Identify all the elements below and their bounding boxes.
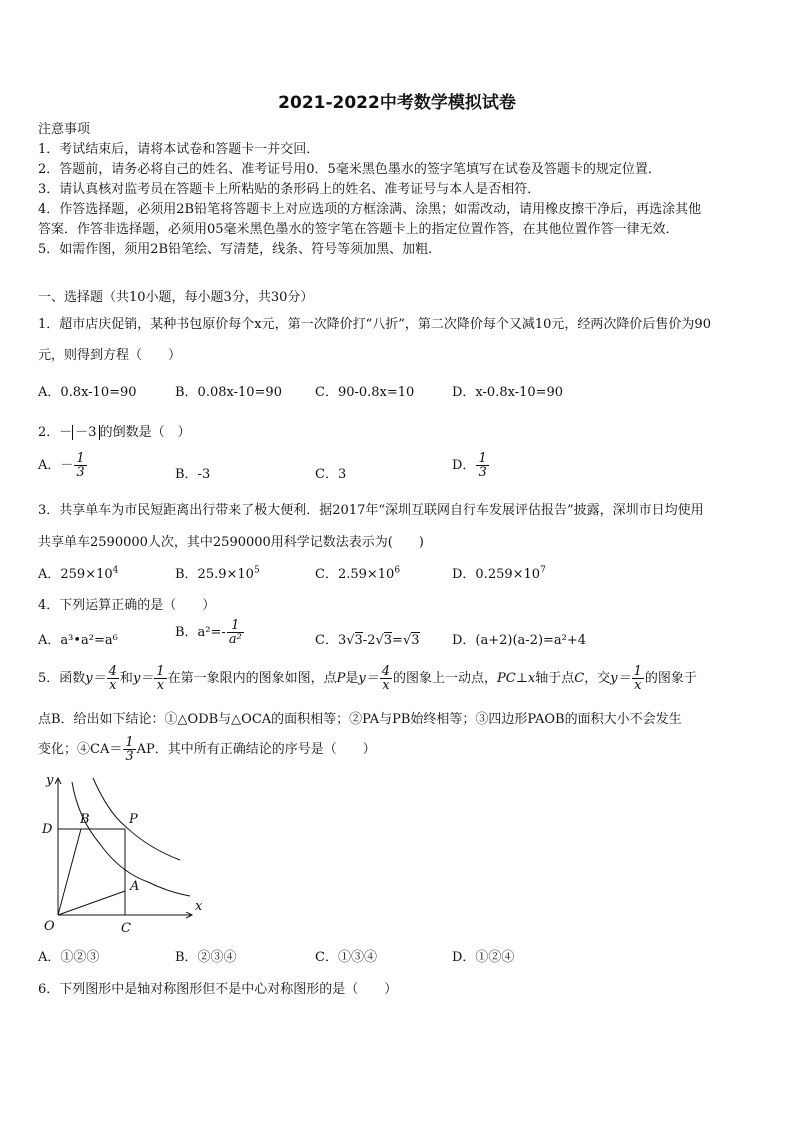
q2-option-a-label: A．－: [38, 458, 74, 473]
q4-option-c-coefficient: C．3: [315, 633, 347, 648]
fraction-denominator: a²: [228, 632, 242, 647]
q1-option-d[interactable]: D．x-0.8x-10=90: [452, 385, 564, 400]
label-d: D: [42, 822, 53, 837]
q4-option-a[interactable]: A．a³•a²=a⁶: [38, 633, 118, 648]
fraction: [107, 665, 119, 692]
q1-stem-line1: 1．超市店庆促销，某种书包原价每个x元，第一次降价打“八折”，第二次降价每个又减10元，经两次降价后售价为90: [38, 317, 711, 332]
fraction-denominator: 3: [76, 465, 85, 480]
note-item: 4．作答选择题，必须用2B铅笔将答题卡上对应选项的方框涂满、涂黑；如需改动，请用橡皮擦干净后，再选涂其他: [38, 202, 702, 217]
q5-stem-line1: [38, 665, 697, 692]
q3-option-d-base: D．0.259×10: [452, 567, 541, 582]
q3-stem-line1: 3．共享单车为市民短距离出行带来了极大便利．据2017年“深圳互联网自行车发展评估报告”披露，深圳市日均使用: [38, 503, 704, 518]
fraction: [632, 665, 644, 692]
text: 轴于点: [535, 671, 575, 686]
text: 在第一象限内的图象如图，点: [167, 671, 337, 686]
note-item: 答案．作答非选择题，必须用05毫米黑色墨水的签字笔在答题卡上的指定位置作答，在其他位置作答一律无效．: [38, 222, 679, 237]
q5-option-b[interactable]: B．②③④: [175, 950, 237, 965]
q2-suffix: 的倒数是（ ）: [99, 425, 191, 440]
sqrt-symbol: √: [375, 633, 384, 648]
q2-stem: [38, 421, 191, 440]
q2-abs-value: －3: [72, 425, 99, 440]
q3-option-c-base: C．2.59×10: [315, 567, 395, 582]
section-heading: 一、选择题（共10小题，每小题3分，共30分）: [38, 290, 314, 305]
math-var: y＝: [132, 671, 154, 686]
q2-option-d-fraction: [476, 452, 488, 479]
q3-option-c[interactable]: [315, 563, 400, 582]
q2-option-c[interactable]: C．3: [315, 467, 347, 482]
fraction-denominator: x: [156, 678, 165, 693]
q3-option-b-base: B．25.9×10: [175, 567, 254, 582]
q5-option-d[interactable]: D．①②④: [452, 950, 515, 965]
note-item: 3．请认真核对监考员在答题卡上所粘贴的条形码上的姓名、准考证号与本人是否相符．: [38, 182, 541, 197]
note-item: 1．考试结束后，请将本试卷和答题卡一并交回．: [38, 142, 320, 157]
q3-option-a[interactable]: [38, 563, 118, 582]
q2-option-d-label: D．: [452, 458, 476, 473]
q1-option-a[interactable]: A．0.8x-10=90: [38, 385, 137, 400]
radicand: 3: [354, 633, 363, 648]
label-b: B: [80, 812, 90, 827]
math-var: y＝: [85, 671, 106, 686]
label-a: A: [130, 879, 140, 894]
q4-option-c-equals: =: [392, 633, 403, 648]
q4-option-b[interactable]: [175, 619, 245, 646]
text: 的图象于: [644, 671, 697, 686]
q3-stem-line2: 共享单车2590000人次，其中2590000用科学记数法表示为( ): [38, 535, 424, 550]
math-var: y＝: [358, 671, 379, 686]
fraction-denominator: 3: [478, 465, 487, 480]
segment-ob: [58, 829, 81, 915]
radicand: 3: [411, 633, 420, 648]
page-title: 2021-2022中考数学模拟试卷: [278, 93, 516, 113]
radicand: 3: [383, 633, 393, 648]
label-y: y: [46, 773, 54, 788]
fraction-numerator: 4: [381, 664, 390, 679]
q4-option-c-middle: -2: [362, 633, 376, 648]
label-c: C: [121, 921, 131, 936]
q4-stem: 4．下列运算正确的是（ ）: [38, 598, 216, 613]
q3-option-a-exponent: 4: [112, 565, 119, 576]
q5-stem-line2: 点B．给出如下结论：①△ODB与△OCA的面积相等；②PA与PB始终相等；③四边形PAOB的面积大小不会发生: [38, 712, 682, 727]
q3-option-b-exponent: 5: [253, 565, 260, 576]
q3-option-d[interactable]: [452, 563, 546, 582]
notes-heading: 注意事项: [38, 122, 91, 137]
q2-option-a[interactable]: [38, 452, 88, 479]
text: AP．其中所有正确结论的序号是（ ）: [136, 742, 376, 757]
q2-option-b[interactable]: B．-3: [175, 467, 211, 482]
math-var: y＝: [610, 671, 631, 686]
text: ，交: [584, 671, 611, 686]
fraction-numerator: 1: [76, 451, 85, 466]
q6-stem: 6．下列图形中是轴对称图形但不是中心对称图形的是（ ）: [38, 982, 398, 997]
q3-option-c-exponent: 6: [394, 565, 401, 576]
math-var: P: [336, 671, 346, 686]
text: 的图象上一动点，: [393, 671, 498, 686]
fraction-denominator: x: [382, 678, 390, 693]
note-item: 2．答题前，请务必将自己的姓名、准考证号用0．5毫米黑色墨水的签字笔填写在试卷及答题卡的规定位置．: [38, 162, 661, 177]
q1-stem-line2: 元，则得到方程（ ）: [38, 348, 182, 363]
q2-option-a-fraction: [74, 452, 86, 479]
q4-option-c[interactable]: [315, 629, 420, 648]
text: 变化；④CA＝: [38, 742, 123, 757]
segment-oa: [58, 891, 125, 915]
fraction-numerator: 1: [478, 451, 487, 466]
fraction-numerator: 4: [108, 664, 117, 679]
q4-option-d[interactable]: D．(a+2)(a-2)=a²+4: [452, 633, 587, 648]
fraction-numerator: 1: [156, 664, 165, 679]
math-var: PC⊥x: [497, 671, 536, 686]
q5-stem-line3: [38, 736, 376, 763]
q3-option-a-base: A．259×10: [38, 567, 113, 582]
q4-option-b-prefix: B．a²=-: [175, 625, 226, 640]
q3-option-d-exponent: 7: [540, 565, 546, 576]
notes-block: [38, 120, 701, 260]
q2-option-d[interactable]: [452, 452, 490, 479]
label-p: P: [129, 812, 138, 827]
fraction-numerator: 1: [125, 735, 134, 750]
fraction-numerator: 1: [227, 619, 244, 633]
fraction: [123, 736, 135, 763]
text: 5．函数: [38, 671, 86, 686]
fraction: [380, 665, 392, 692]
q5-figure: [30, 770, 210, 940]
q1-option-b[interactable]: B．0.08x-10=90: [175, 385, 282, 400]
q4-option-b-fraction: [227, 619, 244, 646]
fraction-denominator: x: [109, 678, 117, 693]
q1-option-c[interactable]: C．90-0.8x=10: [315, 385, 415, 400]
label-o: O: [44, 919, 55, 934]
fraction-denominator: x: [634, 678, 642, 693]
q5-option-c[interactable]: C．①③④: [315, 950, 377, 965]
sqrt-symbol: √: [402, 633, 412, 648]
q3-option-b[interactable]: [175, 563, 260, 582]
sqrt-symbol: √: [346, 633, 355, 648]
text: 和: [119, 671, 133, 686]
note-item: 5．如需作图，须用2B铅笔绘、写清楚，线条、符号等须加黑、加粗．: [38, 242, 442, 257]
fraction-denominator: 3: [125, 749, 134, 764]
label-x: x: [195, 899, 203, 914]
text: 是: [345, 671, 359, 686]
fraction-numerator: 1: [633, 664, 642, 679]
q2-prefix: 2．－: [38, 425, 73, 440]
q5-option-a[interactable]: A．①②③: [38, 950, 100, 965]
fraction: [154, 665, 166, 692]
math-var: C: [574, 671, 585, 686]
